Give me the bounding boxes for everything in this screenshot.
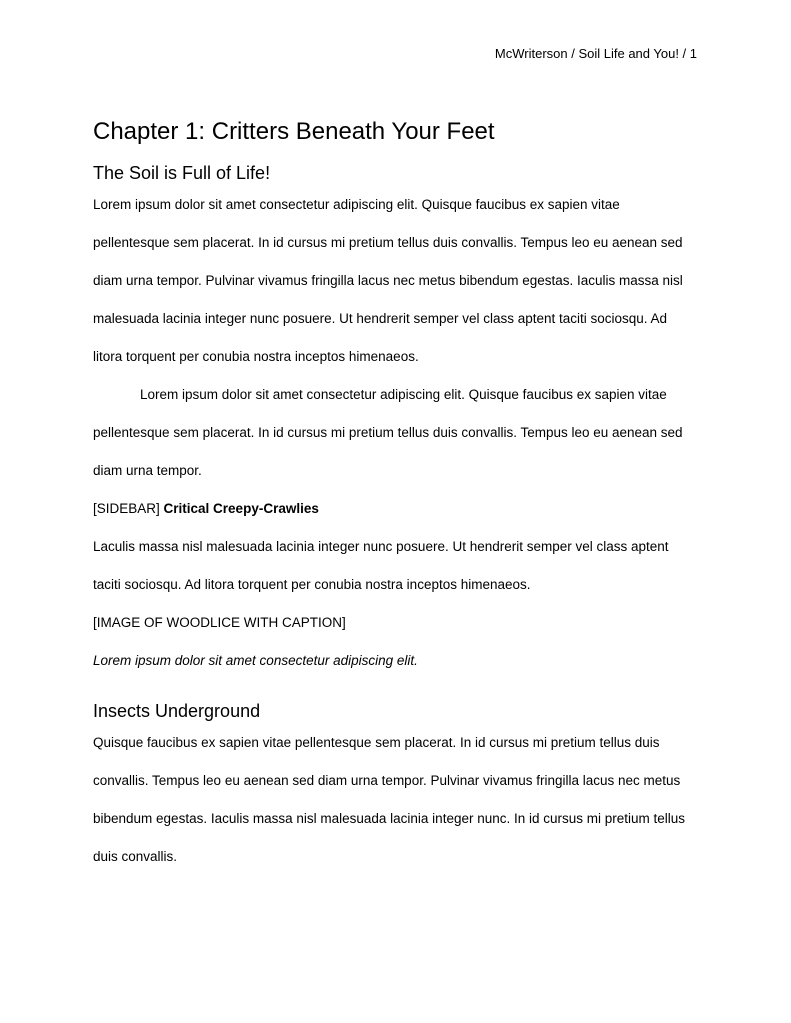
sidebar-tag: [SIDEBAR] — [93, 501, 164, 516]
image-caption: Lorem ipsum dolor sit amet consectetur adipiscing elit. — [93, 653, 418, 668]
running-header: McWriterson / Soil Life and You! / 1 — [494, 46, 697, 61]
document-body — [93, 114, 697, 876]
paragraph-intro: Lorem ipsum dolor sit amet consectetur adipiscing elit. Quisque faucibus ex sapien vitae pellentesque sem placerat. In id cursus mi pretium tellus duis convallis. Tempus leo eu aenean sed diam urna tempor. Pulvinar vivamus fringilla lacus nec metus bibendum egestas. Iaculis massa nisl malesuada lacinia integer nunc posuere. Ut hendrerit semper vel class aptent taciti sociosqu. Ad litora torquent per conubia nostra inceptos himenaeos. — [93, 197, 683, 364]
chapter-title: Chapter 1: Critters Beneath Your Feet — [93, 118, 495, 145]
paragraph-insects: Quisque faucibus ex sapien vitae pellentesque sem placerat. In id cursus mi pretium tellus duis convallis. Tempus leo eu aenean sed diam urna tempor. Pulvinar vivamus fringilla lacus nec metus bibendum egestas. Iaculis massa nisl malesuada lacinia integer nunc. In id cursus mi pretium tellus duis convallis. — [93, 735, 686, 864]
sidebar-paragraph: Laculis massa nisl malesuada lacinia integer nunc posuere. Ut hendrerit semper vel class aptent taciti sociosqu. Ad litora torquent per conubia nostra inceptos himenaeos. — [93, 539, 669, 592]
section-heading-insects: Insects Underground — [93, 701, 261, 721]
sidebar-title: Critical Creepy-Crawlies — [163, 501, 319, 516]
image-placeholder: [IMAGE OF WOODLICE WITH CAPTION] — [93, 615, 346, 630]
section-heading-soil-life: The Soil is Full of Life! — [93, 163, 271, 183]
paragraph-indented: Lorem ipsum dolor sit amet consectetur adipiscing elit. Quisque faucibus ex sapien vitae pellentesque sem placerat. In id cursus mi pretium tellus duis convallis. Tempus leo eu aenean sed diam urna tempor. — [93, 387, 683, 478]
sidebar-heading — [93, 490, 697, 528]
